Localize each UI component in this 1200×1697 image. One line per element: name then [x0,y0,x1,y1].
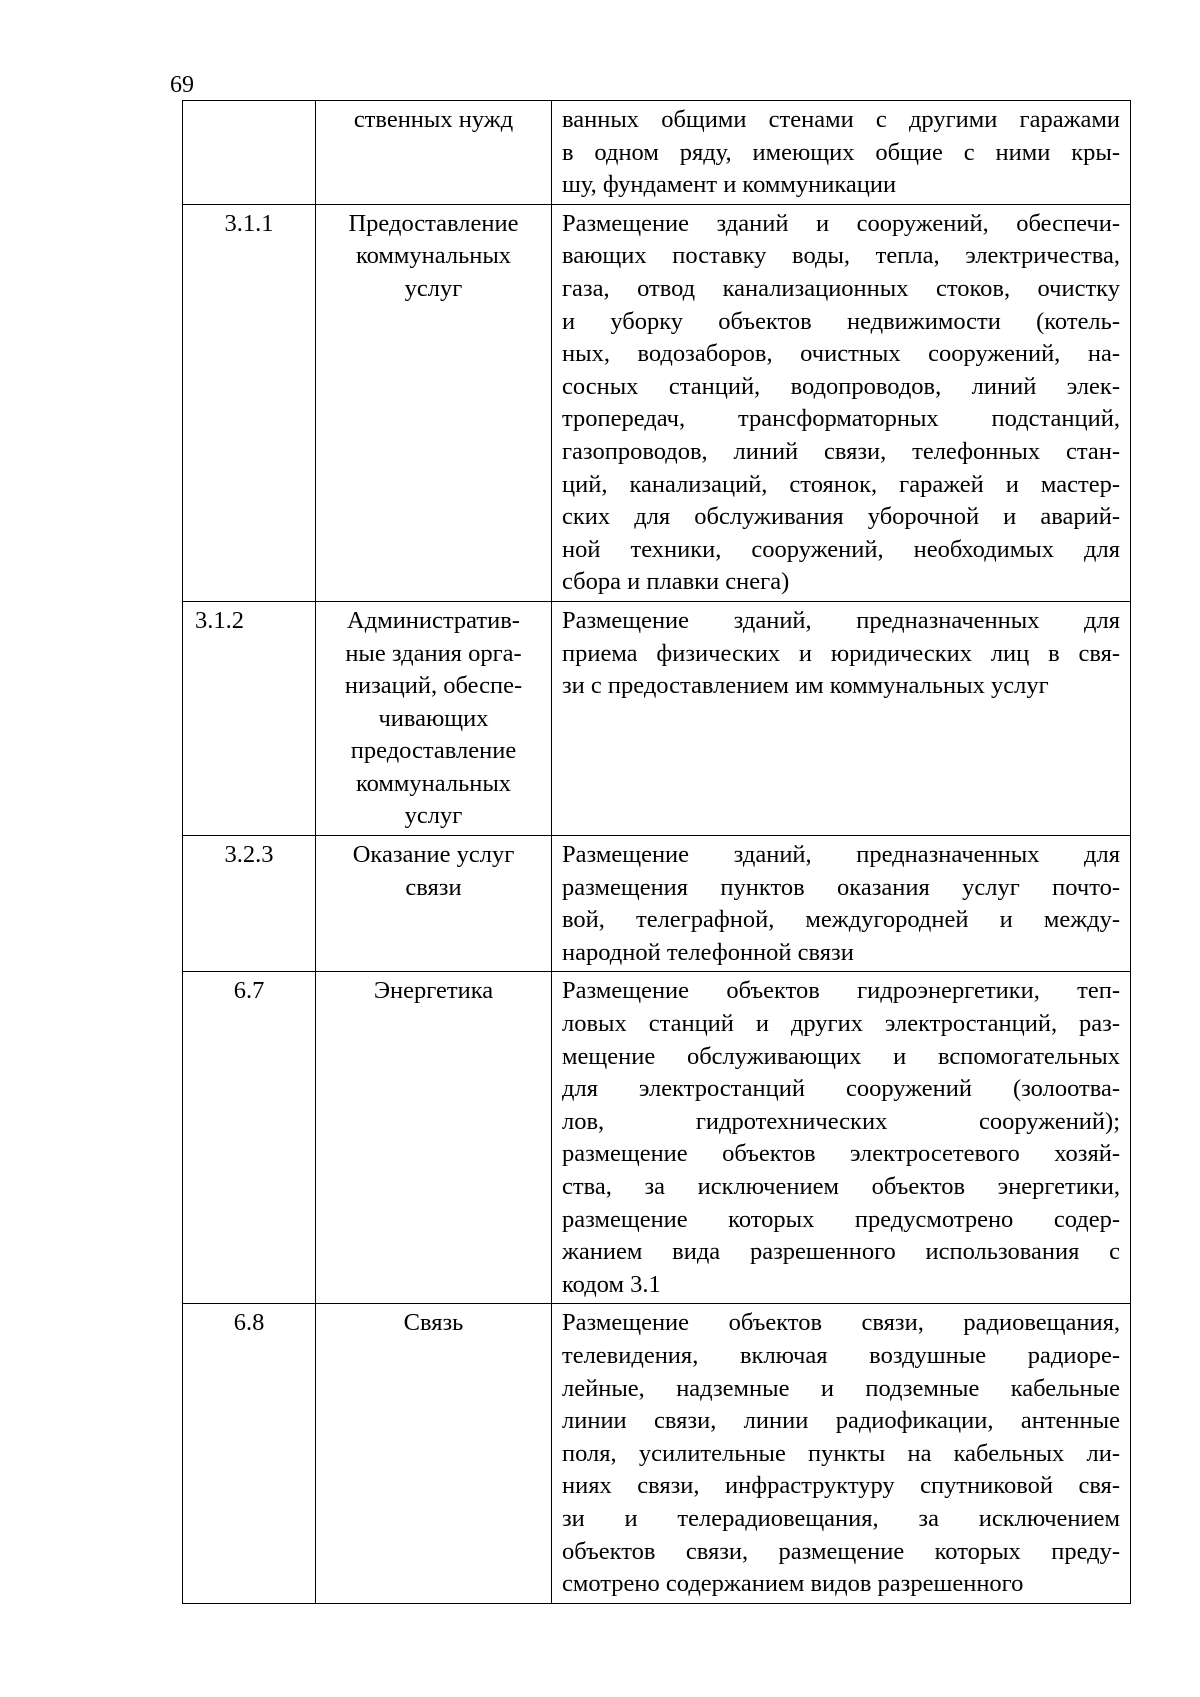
description-line: газа, отвод канализационных стоков, очистку [562,274,1120,302]
usage-name-line: Энергетика [373,977,494,1005]
usage-name-cell [316,601,552,835]
description-cell [552,204,1131,601]
usage-name-cell [316,972,552,1304]
description-line: ванных общими стенами с другими гаражами [562,106,1120,133]
description-line: Размещение зданий, предназначенных для [562,606,1120,634]
description-line: размещение которых предусмотрено содер- [562,1205,1120,1233]
description-line: в одном ряду, имеющих общие с ними кры- [562,138,1120,166]
description-line: поля, усилительные пункты на кабельных ли- [562,1439,1120,1467]
description-line: размещение объектов электросетевого хозяй- [562,1140,1120,1168]
description-line: и уборку объектов недвижимости (котель- [562,307,1120,335]
code-cell [183,101,316,205]
description-line: ной техники, сооружений, необходимых для [562,535,1120,563]
usage-name-cell [316,101,552,205]
usage-name-line: услуг [404,802,463,830]
table-row [183,101,1131,205]
usage-name-cell [316,1304,552,1603]
description-cell [552,601,1131,835]
code-cell: 6.8 [183,1304,316,1603]
description-line: объектов связи, размещение которых преду- [562,1537,1120,1565]
description-line: зи и телерадиовещания, за исключением [562,1504,1120,1532]
page-number: 69 [170,72,194,98]
description-line: размещения пунктов оказания услуг почто- [562,873,1120,901]
code-cell: 3.1.1 [183,204,316,601]
description-line: телевидения, включая воздушные радиоре- [562,1341,1120,1369]
description-line: зи с предоставлением им коммунальных услуг [562,672,1049,700]
usage-name-line: услуг [404,274,463,302]
description-line: смотрено содержанием видов разрешенного [562,1570,1024,1598]
description-line: для электростанций сооружений (золоотва- [562,1075,1120,1103]
usage-name-cell [316,836,552,972]
usage-name-line: Оказание услуг [352,841,515,869]
description-line: сбора и плавки снега) [562,568,790,596]
description-line: лейные, надземные и подземные кабельные [562,1374,1120,1402]
description-line: ниях связи, инфраструктуру спутниковой свя- [562,1472,1120,1500]
description-line: ства, за исключением объектов энергетики, [562,1173,1120,1200]
description-line: лов, гидротехнических сооружений); [562,1107,1120,1135]
description-line: Размещение объектов гидроэнергетики, теп- [562,977,1120,1005]
description-line: народной телефонной связи [562,938,854,966]
usage-name-line: Административ- [347,606,520,634]
description-line: приема физических и юридических лиц в свя- [562,639,1120,667]
usage-name-line: Связь [403,1309,464,1337]
description-line: ских для обслуживания уборочной и аварий- [562,503,1120,531]
usage-name-line: предоставление [350,737,517,765]
table-row [183,601,1131,835]
description-line: Размещение зданий, предназначенных для [562,841,1120,869]
description-line: газопроводов, линий связи, телефонных стан- [562,437,1120,465]
usage-name-line: ственных нужд [353,106,514,133]
description-line: Размещение объектов связи, радиовещания, [562,1309,1120,1337]
description-line: вающих поставку воды, тепла, электричества, [562,242,1120,270]
code-cell: 6.7 [183,972,316,1304]
usage-name-line: Предоставление [348,209,519,237]
description-cell [552,972,1131,1304]
description-cell [552,1304,1131,1603]
description-cell [552,836,1131,972]
description-line: ных, водозаборов, очистных сооружений, на- [562,340,1120,368]
description-line: жанием вида разрешенного использования с [562,1238,1120,1266]
description-line: кодом 3.1 [562,1270,661,1298]
usage-name-line: чивающих [378,704,489,732]
usage-name-line: коммунальных [355,769,512,797]
description-cell [552,101,1131,205]
code-cell: 3.2.3 [183,836,316,972]
usage-name-line: коммунальных [355,242,512,270]
description-line: линии связи, линии радиофикации, антенные [562,1407,1120,1435]
description-line: шу, фундамент и коммуникации [562,171,897,199]
description-line: тропередач, трансформаторных подстанций, [562,405,1120,433]
table-row [183,972,1131,1304]
description-line: ловых станций и других электростанций, раз- [562,1010,1120,1038]
description-line: ций, канализаций, стоянок, гаражей и мастер- [562,470,1120,498]
usage-name-line: низаций, обеспе- [344,672,523,700]
table-row [183,836,1131,972]
description-line: мещение обслуживающих и вспомогательных [562,1042,1120,1070]
table-row [183,204,1131,601]
usage-name-cell [316,204,552,601]
description-line: вой, телеграфной, междугородней и между- [562,906,1120,934]
table-row [183,1304,1131,1603]
land-use-table [182,100,1131,1604]
usage-name-line: ные здания орга- [345,639,522,667]
usage-name-line: связи [405,873,462,901]
description-line: сосных станций, водопроводов, линий элек- [562,372,1120,400]
description-line: Размещение зданий и сооружений, обеспечи- [562,209,1120,237]
code-cell: 3.1.2 [183,601,316,835]
